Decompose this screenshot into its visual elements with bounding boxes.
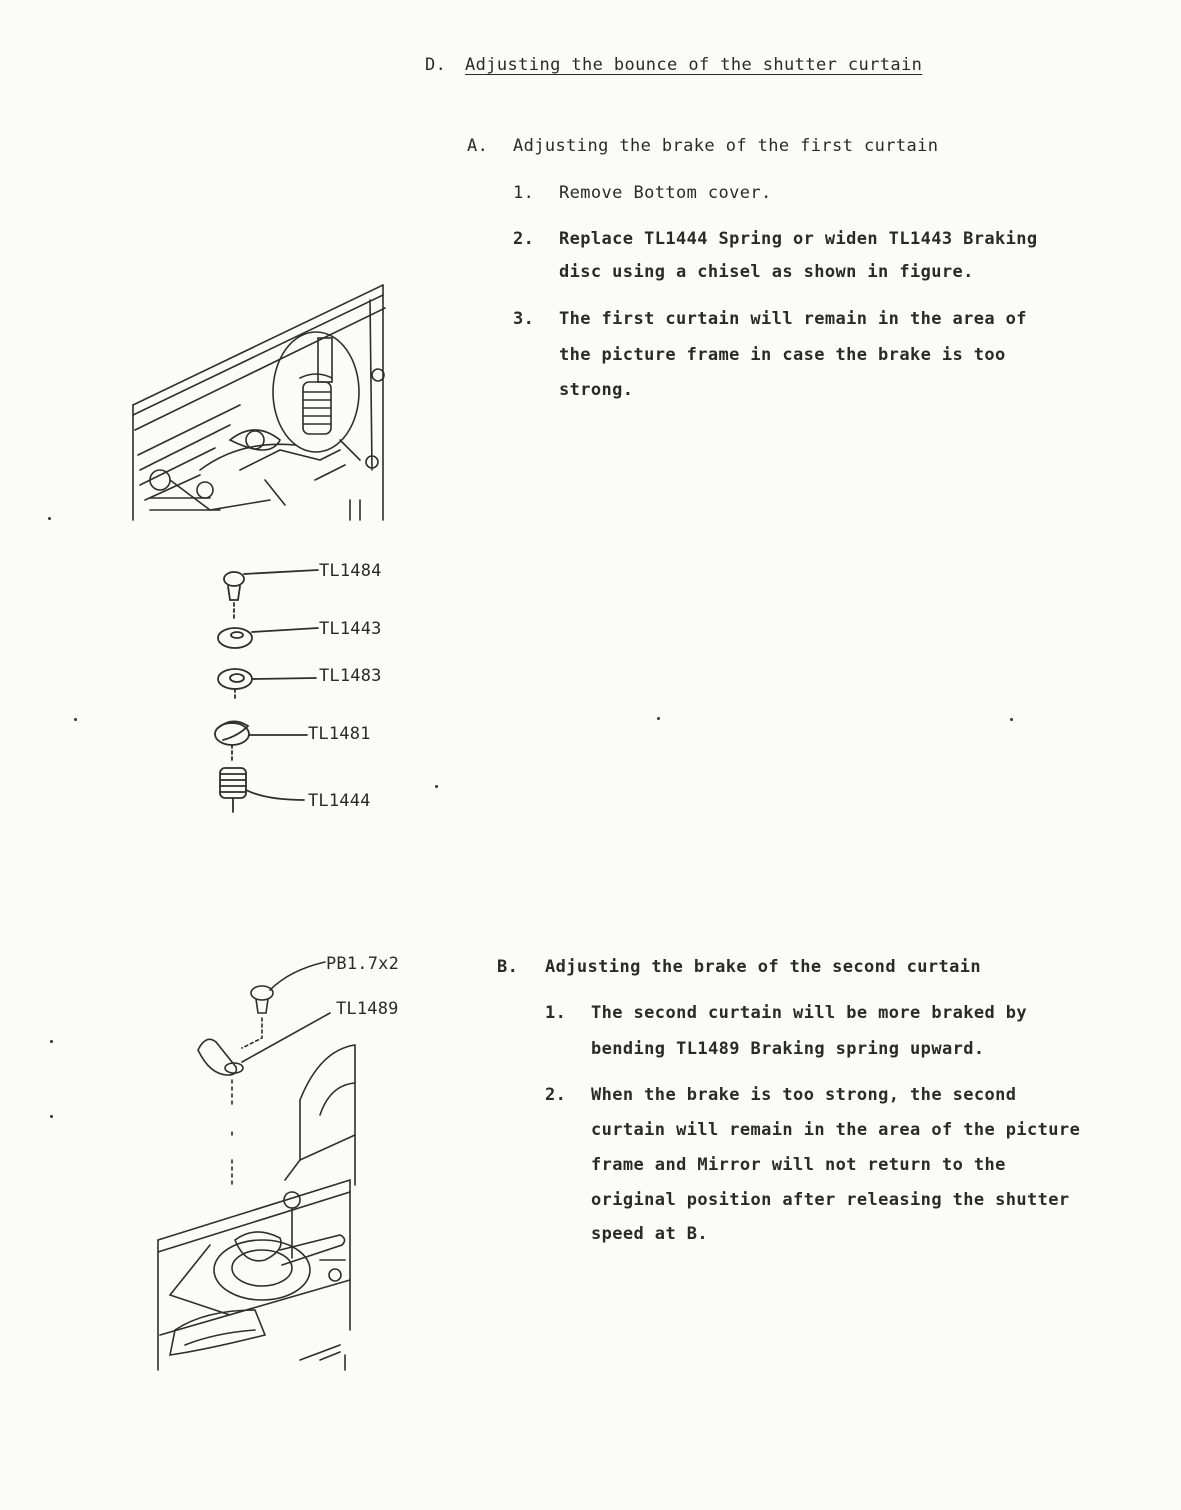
step-b2-text-line3: frame and Mirror will not return to the <box>591 1155 1006 1175</box>
step-b2-text-line5: speed at B. <box>591 1224 708 1244</box>
section-b-letter: B. <box>497 957 519 977</box>
section-b-title: Adjusting the brake of the second curtain <box>545 957 982 977</box>
scan-speck <box>657 717 660 720</box>
step-a3-text-line2: the picture frame in case the brake is too <box>559 345 1006 365</box>
step-a2-number: 2. <box>513 229 535 249</box>
step-b1-text-line2: bending TL1489 Braking spring upward. <box>591 1039 985 1059</box>
step-b1-text-line1: The second curtain will be more braked by <box>591 1003 1028 1023</box>
step-b2-text-line1: When the brake is too strong, the second <box>591 1085 1017 1105</box>
scan-speck <box>74 718 77 721</box>
step-a2-text-line1: Replace TL1444 Spring or widen TL1443 Braking <box>559 229 1038 249</box>
scan-speck <box>1010 718 1013 721</box>
step-b2-text-line2: curtain will remain in the area of the picture <box>591 1120 1081 1140</box>
step-a1-text: Remove Bottom cover. <box>559 183 772 203</box>
page-title: Adjusting the bounce of the shutter curtain <box>465 55 923 75</box>
section-a-title: Adjusting the brake of the first curtain <box>513 136 939 156</box>
step-a3-text-line3: strong. <box>559 380 634 400</box>
part-label-tl1444: TL1444 <box>308 791 371 811</box>
section-letter-d: D. <box>425 55 447 75</box>
step-b2-text-line4: original position after releasing the shutter <box>591 1190 1070 1210</box>
scan-speck <box>50 1040 53 1043</box>
scan-speck <box>435 785 438 788</box>
scan-speck <box>50 1115 53 1118</box>
step-a2-text-line2: disc using a chisel as shown in figure. <box>559 262 974 282</box>
section-a-letter: A. <box>467 136 489 156</box>
step-b1-number: 1. <box>545 1003 567 1023</box>
step-a1-number: 1. <box>513 183 535 203</box>
step-a3-number: 3. <box>513 309 535 329</box>
part-label-tl1481: TL1481 <box>308 724 371 744</box>
part-label-tl1484: TL1484 <box>319 561 382 581</box>
part-label-tl1483: TL1483 <box>319 666 382 686</box>
step-b2-number: 2. <box>545 1085 567 1105</box>
part-label-pb1-7x2: PB1.7x2 <box>326 954 400 974</box>
part-label-tl1489: TL1489 <box>336 999 399 1019</box>
scan-speck <box>48 517 51 520</box>
step-a3-text-line1: The first curtain will remain in the area of <box>559 309 1027 329</box>
part-label-tl1443: TL1443 <box>319 619 382 639</box>
